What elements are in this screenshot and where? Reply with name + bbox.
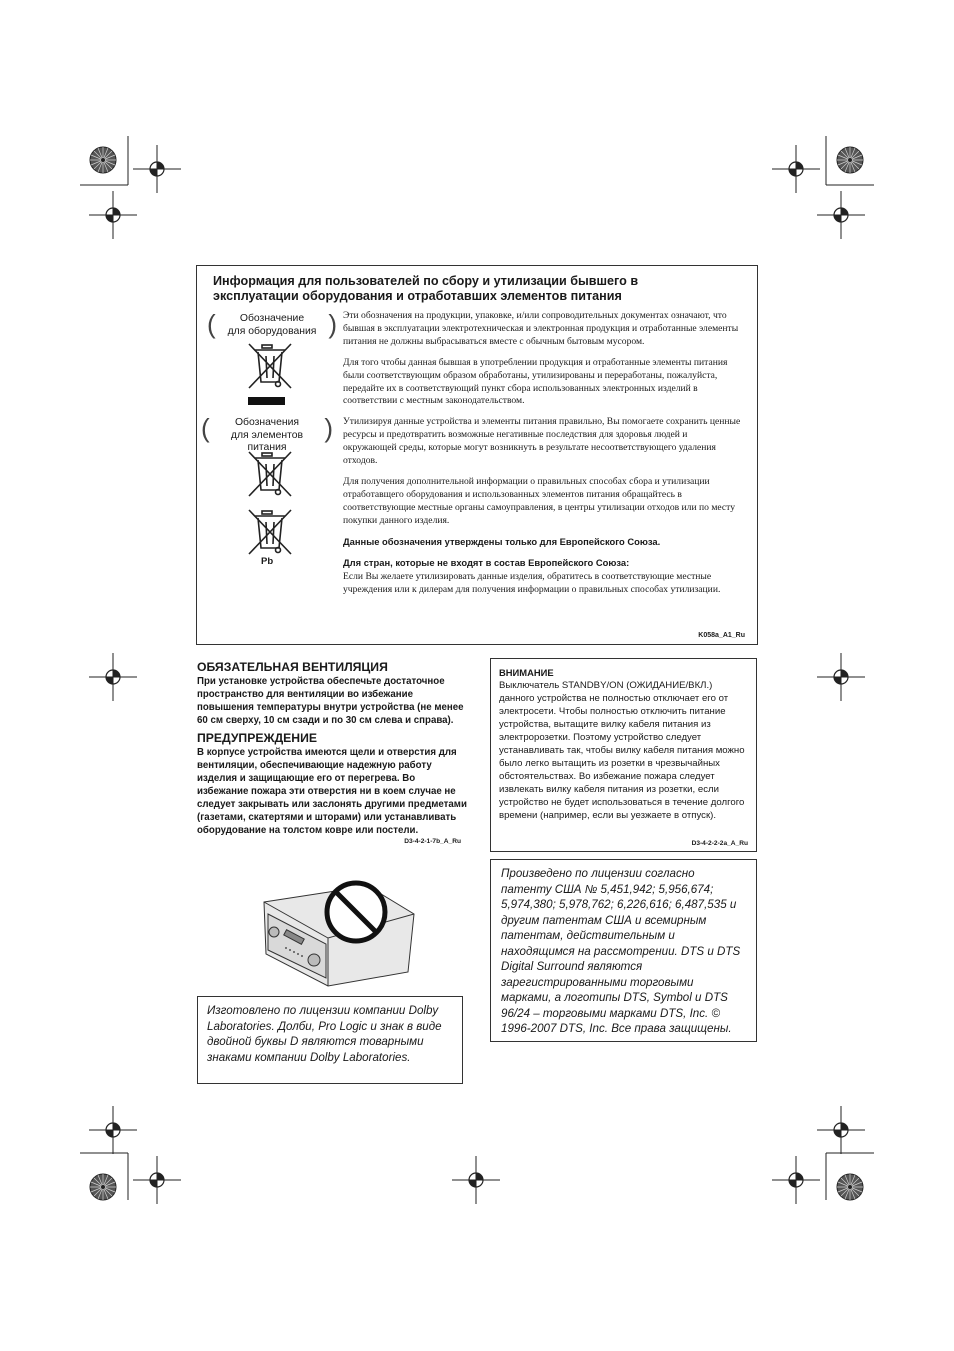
weee-non-eu-heading: Для стран, которые не входят в состав Европейского Союза: [343, 556, 630, 568]
crossed-out-wheelie-bin-icon [245, 342, 297, 406]
star-target-icon [837, 1174, 863, 1200]
weee-paragraph-3: Утилизируя данные устройства и элементы питания правильно, Вы помогаете сохранить ценные ресурсы и предотвратить возможные негативные последствия для здоровья людей и окружающей среды, которые могут возникнуть в результате несоответствующего удаления отходов. [343, 416, 741, 467]
registration-mark-icon [89, 653, 137, 701]
equipment-symbol-label [217, 313, 327, 338]
registration-mark-icon [817, 653, 865, 701]
crossed-out-wheelie-bin-icon [245, 450, 295, 500]
registration-mark-icon [772, 1156, 820, 1204]
receiver-illustration [258, 878, 418, 990]
registration-mark-icon [89, 1106, 137, 1154]
star-target-icon [90, 1174, 116, 1200]
equipment-label-line1: ( Обозначение [239, 313, 305, 324]
star-target-icon [90, 147, 116, 173]
registration-mark-icon [133, 1156, 181, 1204]
weee-title-line1: Информация для пользователей по сбору и утилизации бывшего в [213, 274, 639, 288]
weee-paragraph-4: Для получения дополнительной информации о правильных способах сбора и утилизации отработавщего оборудования и использованных элементов питания обращайтесь в соответствующие местные органы самоуправления, в центры утилизации отходов или по месту покупки данного изделия. [343, 475, 736, 526]
batteries-label-line2: для элементов питания [230, 429, 304, 453]
weee-info-box [196, 265, 758, 645]
ventilation-heading: ОБЯЗАТЕЛЬНАЯ ВЕНТИЛЯЦИЯ [197, 660, 388, 674]
dolby-license-box [197, 996, 463, 1084]
caution-body: Выключатель STANDBY/ON (ОЖИДАНИЕ/ВКЛ.) данного устройства не полностью отключает его от электросети. Чтобы полностью отключить питание устройства, вытащите вилку кабеля питания из электророзетки. Поэтому устройство следует устанавливать так, чтобы вилку кабеля питания можно было легко вытащить из розетки в чрезвычайных обстоятельствах. Во избежание пожара следует извлекать вилку кабеля питания из розетки, если устройство не будет использоваться в течение долгого времени (например, если вы уезжаете в отпуск). [499, 680, 745, 821]
equipment-label-line2: для оборудования [227, 325, 317, 337]
caution-box [490, 658, 757, 852]
weee-paragraph-2: Для того чтобы данная бывшая в употреблении продукция и отработанные элементы питания были соответствующим образом обработаны, утилизированы и переработаны, пожалуйста, передайте их в соответствующий пункт сбора использованных электронных изделий в соответствии с местным законодательством. [343, 356, 728, 407]
registration-mark-icon [817, 191, 865, 239]
crossed-out-wheelie-bin-pb-icon [245, 508, 295, 558]
registration-mark-icon [772, 145, 820, 193]
ventilation-body: При установке устройства обеспечьте достаточное пространство для вентиляции во избежание повышения температуры внутри устройства (не менее 60 см сверху, 10 см сзади и по 30 см слева и справа). [197, 676, 464, 726]
weee-doc-code: K058a_A1_Ru [698, 632, 745, 639]
star-target-icon [837, 147, 863, 173]
weee-paragraph-1: Эти обозначения на продукции, упаковке, и/или сопроводительных документах означают, что бывшая в эксплуатации электротехническая и электронная продукция и отработанные элементы питания не должны выбрасываться вместе с обычным бытовым мусором. [343, 310, 739, 347]
batteries-symbol-label [211, 417, 323, 455]
weee-eu-notice: Данные обозначения утверждены только для Европейского Союза. [343, 535, 661, 547]
dolby-license-text: Изготовлено по лицензии компании Dolby Laboratories. Долби, Pro Logic и знак в виде двойной буквы D являются товарными знаками компании Dolby Laboratories. [207, 1004, 442, 1064]
weee-text [343, 310, 743, 605]
ventilation-section [197, 660, 467, 845]
dts-license-box [490, 859, 757, 1042]
warning-body: В корпусе устройства имеются щели и отверстия для вентиляции, обеспечивающие надежную работу изделия и защищающие его от перегрева. Во избежание пожара эти отверстия ни в коем случае не следует закрывать или заслонять другими предметами (газетами, скатертями и шторами) или устанавливать оборудование на толстом ковре или постели. [197, 747, 467, 836]
batteries-label-line1: ( Обозначения [234, 417, 300, 428]
registration-mark-icon [817, 1106, 865, 1154]
ventilation-doc-code: D3-4-2-1-7b_A_Ru [404, 838, 461, 845]
registration-mark-icon [89, 191, 137, 239]
registration-mark-icon [452, 1156, 500, 1204]
warning-heading: ПРЕДУПРЕЖДЕНИЕ [197, 731, 317, 745]
dts-license-text: Произведено по лицензии согласно патенту США № 5,451,942; 5,956,674; 5,974,380; 5,978,762; 6,226,616; 6,487,535 и другим патентам США и всемирным патентам, действительным и находящимся на рассмотрении. DTS и DTS Digital Surround являются зарегистрированными торговыми марками, а логотипы DTS, Symbol и DTS 96/24 – торговыми марками DTS, Inc. © 1996-2007 DTS, Inc. Все права защищены. [501, 867, 741, 1035]
weee-title [213, 274, 713, 304]
pb-label: Pb [261, 556, 274, 567]
caution-doc-code: D3-4-2-2-2a_A_Ru [691, 840, 748, 847]
no-cover-prohibition-icon [327, 883, 385, 941]
weee-title-line2: эксплуатации оборудования и отработавших элементов питания [213, 289, 622, 303]
caution-heading: ВНИМАНИЕ [499, 667, 554, 678]
registration-mark-icon [133, 145, 181, 193]
weee-non-eu-text: Если Вы желаете утилизировать данные изделия, обратитесь в соответствующие местные учреждения или к дилерам для получения информации о правильных способах утилизации. [343, 571, 721, 596]
